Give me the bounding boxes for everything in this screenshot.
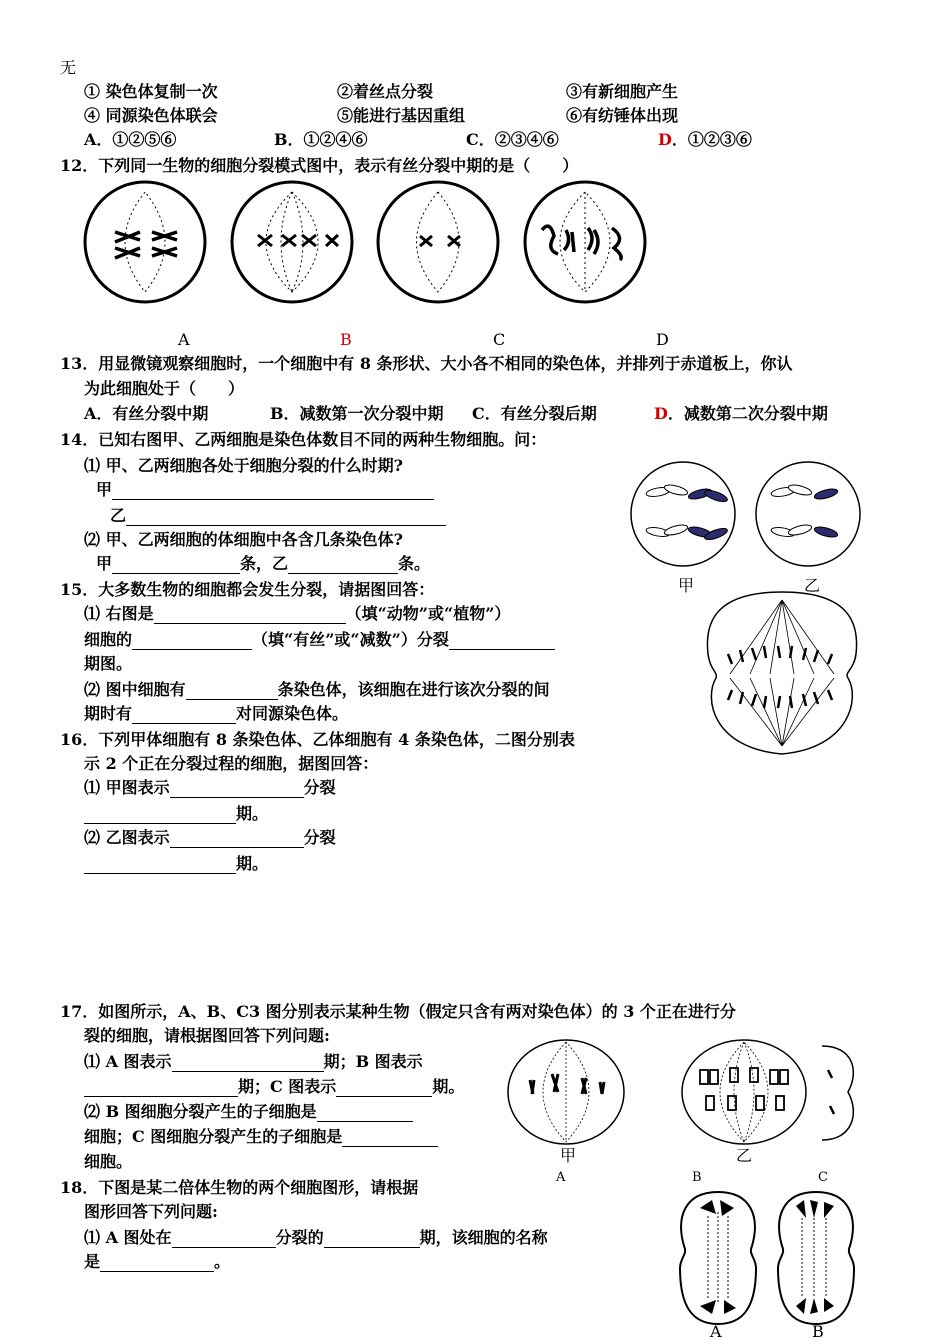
q15-line1-suffix: （填“动物”或“植物”） — [345, 604, 511, 623]
cell-c-chromosomes — [420, 236, 460, 246]
q14-answer-yi — [110, 506, 446, 526]
q15-line2 — [84, 630, 555, 650]
q13-option-d — [654, 404, 828, 424]
q17-c-daughter-blank[interactable] — [342, 1130, 438, 1147]
q14-cell-jia — [631, 462, 735, 566]
q18-cell-b-spindle — [802, 1218, 826, 1298]
q14-count-mid: 条，乙 — [240, 554, 289, 573]
q18-line2-suffix: 。 — [214, 1252, 231, 1271]
q17-b-phase-blank[interactable] — [84, 1080, 238, 1097]
q18-cell-b-chromosomes — [796, 1200, 834, 1314]
q15-homolog-blank[interactable] — [132, 707, 236, 724]
q17-line1-suffix: 期；B 图表示 — [323, 1052, 423, 1071]
cell-d-chromosomes — [542, 226, 621, 260]
q16-line1 — [84, 778, 336, 798]
q17-stem-line2: 裂的细胞，请根据图回答下列问题: — [84, 1026, 330, 1045]
q17-line5: 细胞。 — [84, 1152, 133, 1171]
q11-option-3: ③有新细胞产生 — [566, 82, 679, 101]
q15-line4-prefix: ⑵ 图中细胞有 — [84, 680, 186, 699]
q12-stem: 12．下列同一生物的细胞分裂模式图中，表示有丝分裂中期的是（ ） — [60, 156, 579, 175]
q16-line4-suffix: 期。 — [236, 854, 269, 873]
q17-fig-label-jia: 甲 — [560, 1146, 577, 1165]
q17-c-phase-blank[interactable] — [336, 1080, 432, 1097]
q14-count-yi-blank[interactable] — [288, 557, 398, 574]
cell-a-outline — [85, 182, 205, 302]
q11-option-2: ②着丝点分裂 — [337, 82, 434, 101]
cell-c-outline — [378, 182, 498, 302]
q14-sub2: ⑵ 甲、乙两细胞的体细胞中各含几条染色体? — [84, 530, 403, 549]
q17-line1 — [84, 1052, 423, 1072]
q18-cell-name-blank[interactable] — [100, 1255, 214, 1272]
q18-fig-label-b: B — [812, 1322, 824, 1341]
q15-chromosome-blank[interactable] — [186, 683, 278, 700]
q17-line3-prefix: ⑵ B 图细胞分裂产生的子细胞是 — [84, 1102, 317, 1121]
q15-type-blank[interactable] — [154, 607, 346, 624]
q15-phase-blank[interactable] — [449, 633, 555, 650]
q16-jia-division-blank[interactable] — [170, 781, 304, 798]
header-mark: 无 — [60, 58, 77, 77]
q14-fig-label-yi: 乙 — [804, 576, 821, 595]
q14-jia-label: 甲 — [96, 480, 113, 499]
q16-line3-prefix: ⑵ 乙图表示 — [84, 828, 170, 847]
q17-stem-line1: 17．如图所示，A、B、C3 图分别表示某种生物（假定只含有两对染色体）的 3 个正在进行分 — [60, 1002, 736, 1021]
q13-option-c: C．有丝分裂后期 — [472, 404, 597, 423]
q17-fig-label-c: C — [818, 1170, 828, 1185]
q11-answer-d-letter: D — [658, 130, 672, 149]
q15-line2-prefix: 细胞的 — [84, 630, 133, 649]
q17-cell-a-chromosomes — [530, 1074, 604, 1094]
q12-label-b: B — [340, 330, 352, 349]
q14-answer-jia — [96, 480, 434, 500]
q12-label-a: A — [178, 330, 190, 349]
q15-line4-suffix: 条染色体，该细胞在进行该次分裂的间 — [277, 680, 550, 699]
q13-option-b: B．减数第一次分裂中期 — [270, 404, 444, 423]
q16-line1-suffix: 分裂 — [303, 778, 336, 797]
q11-answer-b: B．①②④⑥ — [274, 130, 368, 149]
q17-fig-label-a: A — [556, 1170, 566, 1185]
q16-stem-line2: 示 2 个正在分裂过程的细胞，据图回答： — [84, 754, 379, 773]
q18-fig-label-a: A — [710, 1322, 722, 1341]
q17-line2 — [84, 1077, 464, 1097]
q17-cell-b-chromosomes — [700, 1068, 788, 1110]
q16-line3-suffix: 分裂 — [303, 828, 336, 847]
q11-option-5: ⑤能进行基因重组 — [337, 106, 466, 125]
q16-line4 — [84, 854, 268, 874]
q18-line1-prefix: ⑴ A 图处在 — [84, 1228, 172, 1247]
q11-answer-c: C．②③④⑥ — [466, 130, 559, 149]
q12-cell-figures — [80, 180, 660, 310]
q14-figure — [628, 452, 868, 602]
q15-line4 — [84, 680, 550, 700]
q15-line3: 期图。 — [84, 654, 133, 673]
q15-line1-prefix: ⑴ 右图是 — [84, 604, 154, 623]
q18-line1-mid: 分裂的 — [275, 1228, 324, 1247]
q14-chromosomes — [645, 483, 838, 542]
q18-stem-line2: 图形回答下列问题: — [84, 1202, 218, 1221]
q14-count-jia-blank[interactable] — [112, 557, 240, 574]
q15-spindle — [730, 600, 834, 746]
q12-label-c: C — [493, 330, 506, 349]
q17-line4-prefix: 细胞；C 图细胞分裂产生的子细胞是 — [84, 1127, 343, 1146]
q17-line2-suffix: 期。 — [432, 1077, 465, 1096]
q18-line1-suffix: 期，该细胞的名称 — [419, 1228, 548, 1247]
q17-b-daughter-blank[interactable] — [317, 1105, 413, 1122]
q14-jia-blank[interactable] — [112, 483, 434, 500]
q18-division-blank[interactable] — [172, 1231, 276, 1248]
q13-option-a: A．有丝分裂中期 — [84, 404, 209, 423]
q17-line4 — [84, 1127, 438, 1147]
q11-option-6: ⑥有纺锤体出现 — [566, 106, 679, 125]
q14-cell-yi — [756, 462, 860, 566]
q15-division-blank[interactable] — [132, 633, 252, 650]
q16-jia-phase-blank[interactable] — [84, 807, 236, 824]
q15-cell-outline — [707, 592, 856, 754]
q17-cell-c-chromosomes — [828, 1070, 834, 1114]
q11-answer-a: A．①②⑤⑥ — [84, 130, 177, 149]
q13-option-d-text: ．减数第二次分裂中期 — [667, 404, 828, 423]
q18-cell-b — [778, 1192, 854, 1324]
q18-line2 — [84, 1252, 230, 1272]
q18-phase-blank[interactable] — [324, 1231, 420, 1248]
q11-option-4: ④ 同源染色体联会 — [84, 106, 218, 125]
q15-line5-suffix: 对同源染色体。 — [236, 704, 349, 723]
q13-option-d-letter: D — [654, 404, 668, 423]
cell-a-chromosomes — [115, 232, 177, 258]
q11-answer-d — [658, 130, 752, 150]
q14-yi-blank[interactable] — [126, 509, 446, 526]
q18-stem-line1: 18．下图是某二倍体生物的两个细胞图形，请根据 — [60, 1178, 419, 1197]
q15-line2-suffix: （填“有丝”或“减数”）分裂 — [252, 630, 449, 649]
q14-yi-label: 乙 — [110, 506, 127, 525]
q12-label-d: D — [656, 330, 669, 349]
q17-line3 — [84, 1102, 413, 1122]
q17-a-phase-blank[interactable] — [172, 1055, 324, 1072]
q15-stem: 15．大多数生物的细胞都会发生分裂，请据图回答： — [60, 580, 435, 599]
q11-answer-d-text: ．①②③⑥ — [671, 130, 752, 149]
q15-line5 — [84, 704, 348, 724]
q17-line2-mid: 期；C 图表示 — [238, 1077, 337, 1096]
q16-line2 — [84, 804, 268, 824]
q13-stem-line1: 13．用显微镜观察细胞时，一个细胞中有 8 条形状、大小各不相同的染色体，并排列于赤道板上，你认 — [60, 354, 793, 373]
q14-sub1: ⑴ 甲、乙两细胞各处于细胞分裂的什么时期? — [84, 456, 403, 475]
q13-stem-line2: 为此细胞处于（ ） — [84, 379, 245, 398]
q17-cell-c — [822, 1046, 853, 1140]
q11-option-1: ① 染色体复制一次 — [84, 82, 218, 101]
q17-cell-b — [682, 1040, 806, 1144]
q15-line1 — [84, 604, 510, 624]
q14-count-line — [96, 554, 430, 574]
q15-line5-prefix: 期时有 — [84, 704, 133, 723]
q18-line2-prefix: 是 — [84, 1252, 101, 1271]
q16-line1-prefix: ⑴ 甲图表示 — [84, 778, 170, 797]
q14-stem: 14．已知右图甲、乙两细胞是染色体数目不同的两种生物细胞。问： — [60, 430, 547, 449]
q14-fig-label-jia: 甲 — [678, 576, 695, 595]
q14-count-jia: 甲 — [96, 554, 113, 573]
q17-figure — [500, 1030, 860, 1170]
cell-b-chromosomes — [258, 235, 338, 246]
q14-count-end: 条。 — [398, 554, 431, 573]
q17-fig-label-yi: 乙 — [736, 1146, 753, 1165]
cell-a-spindle — [125, 192, 165, 292]
q16-yi-division-blank[interactable] — [170, 831, 304, 848]
q16-yi-phase-blank[interactable] — [84, 857, 236, 874]
q15-figure — [700, 588, 864, 760]
q18-cell-a-spindle — [708, 1212, 728, 1304]
q16-stem-line1: 16．下列甲体细胞有 8 条染色体、乙体细胞有 4 条染色体，二图分别表 — [60, 730, 575, 749]
q17-fig-label-b: B — [692, 1170, 702, 1185]
q16-line2-suffix: 期。 — [236, 804, 269, 823]
q18-line1 — [84, 1228, 548, 1248]
q17-line1-prefix: ⑴ A 图表示 — [84, 1052, 172, 1071]
q16-line3 — [84, 828, 336, 848]
q18-figure — [672, 1188, 862, 1328]
